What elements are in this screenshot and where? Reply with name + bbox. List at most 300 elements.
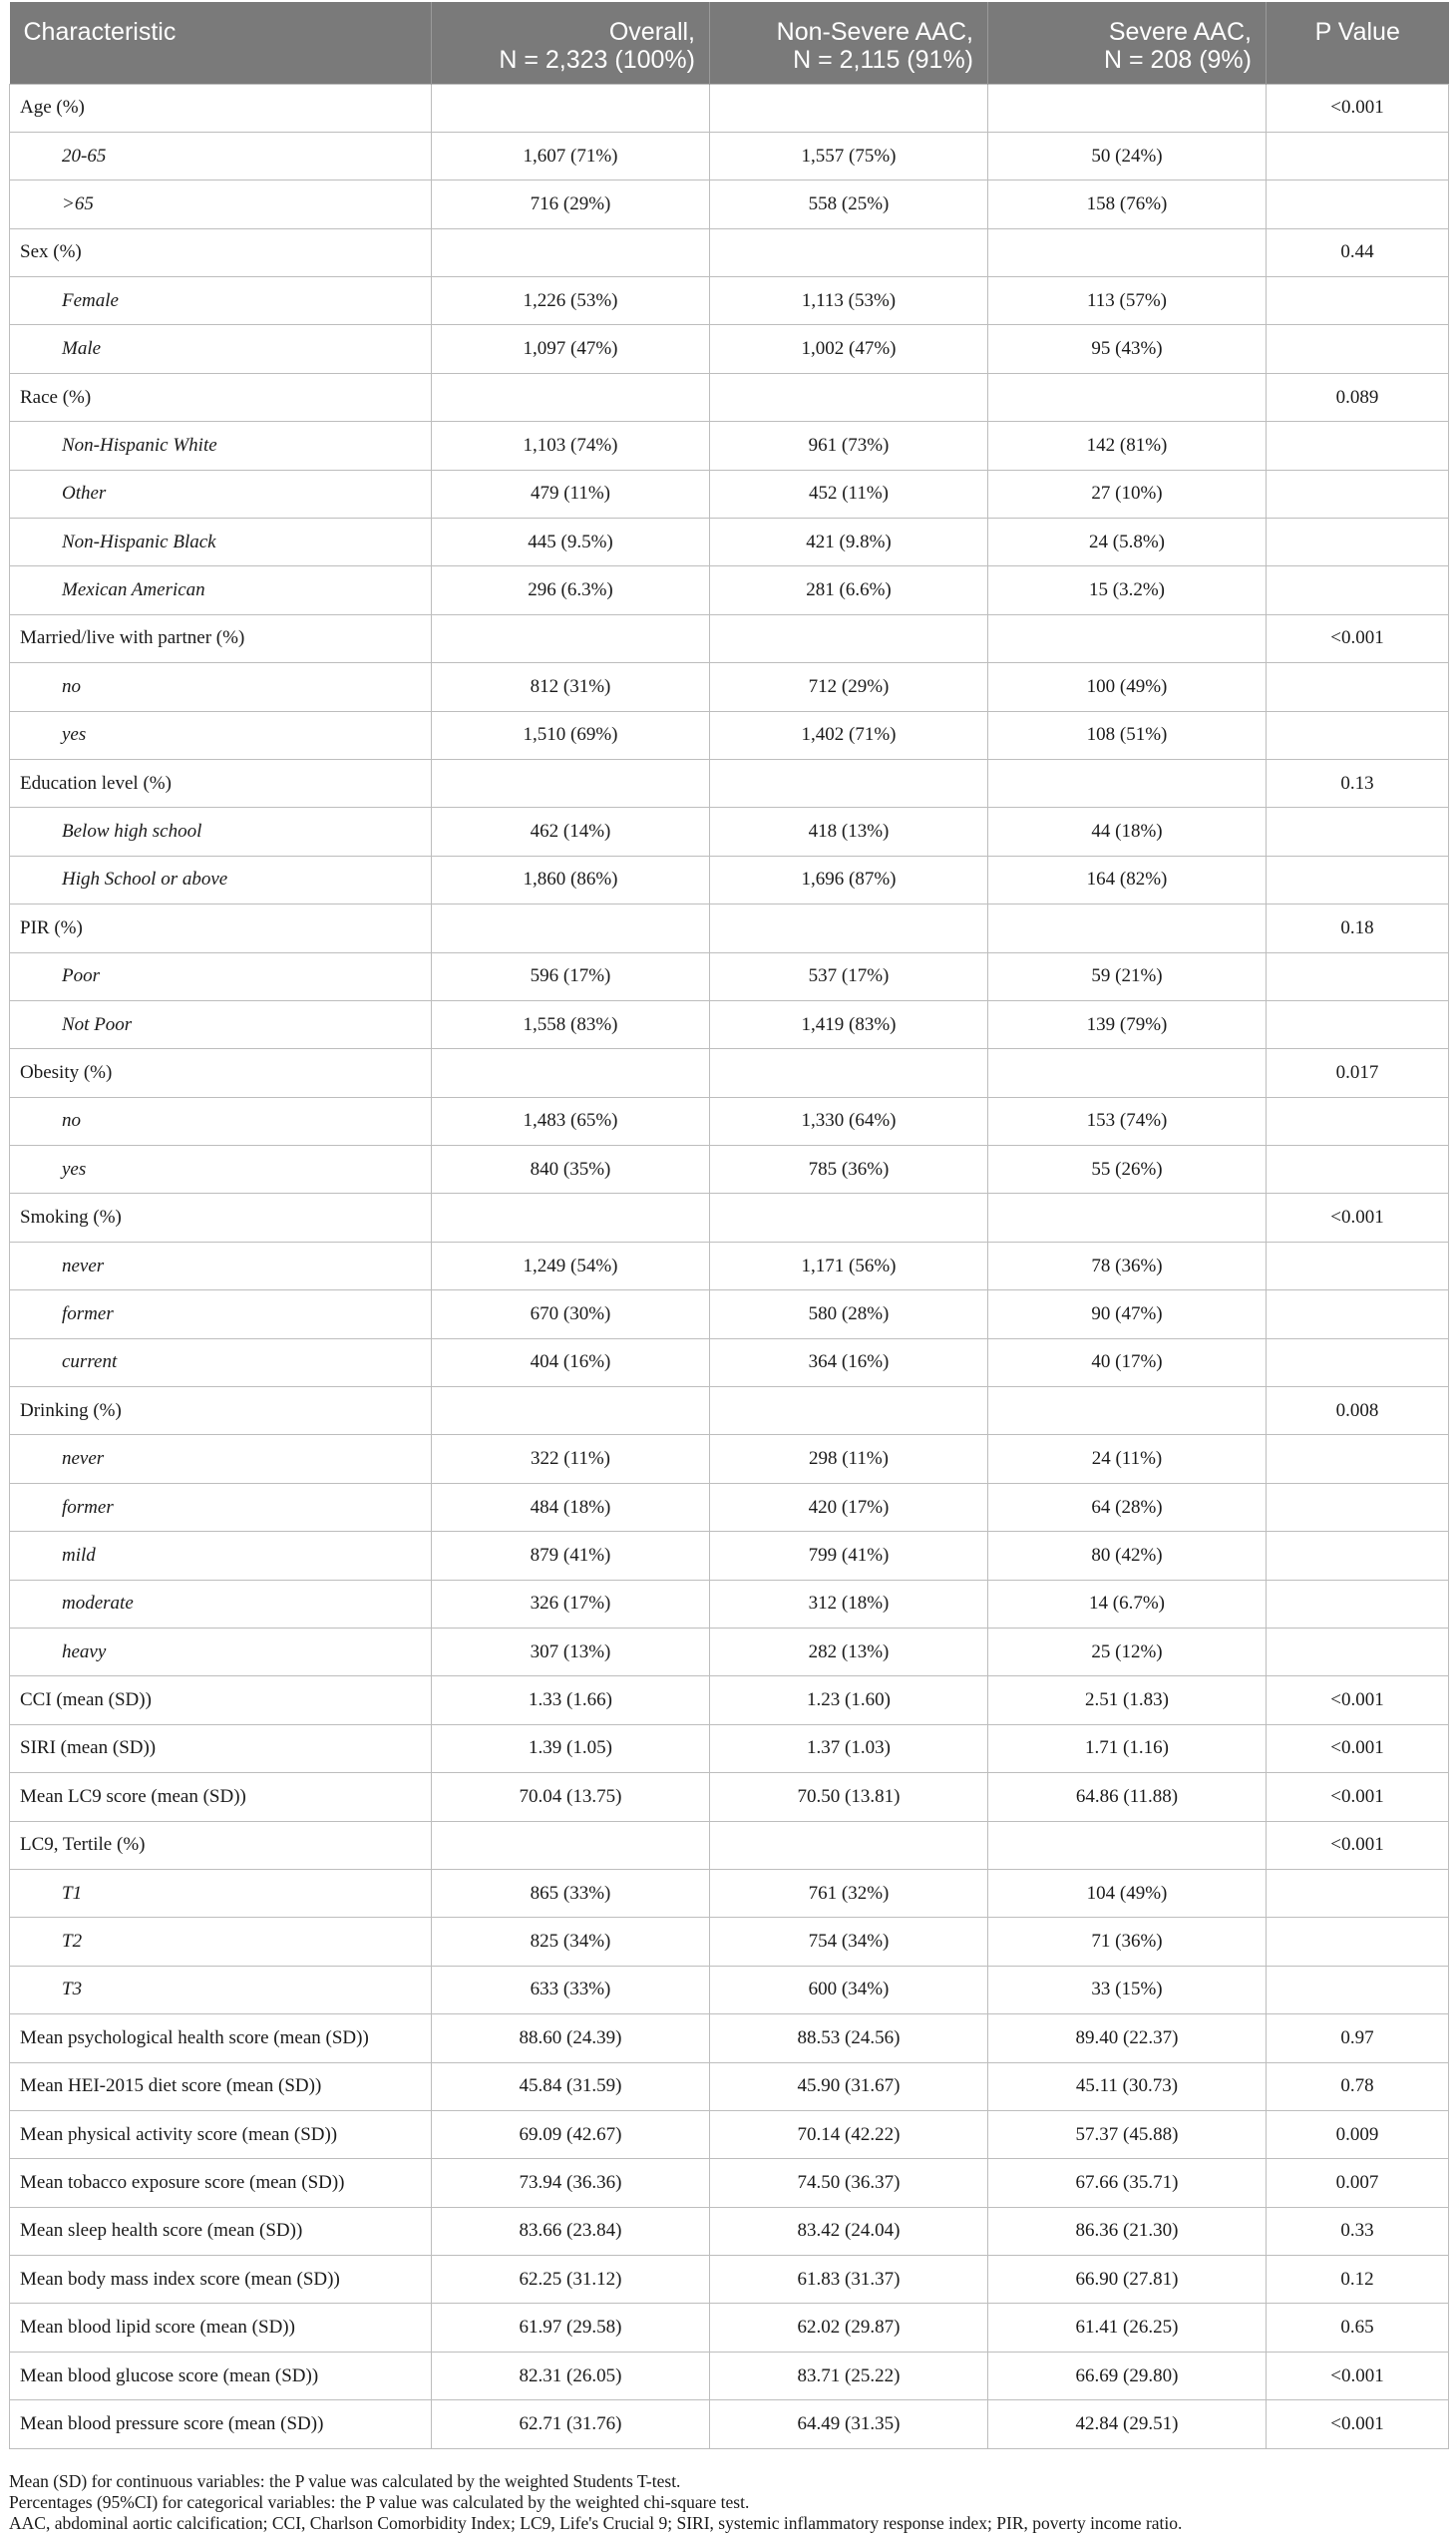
cell-overall xyxy=(432,759,710,807)
table-row xyxy=(10,711,1449,759)
cell-pvalue xyxy=(1267,422,1449,470)
cell-pvalue: 0.65 xyxy=(1267,2304,1449,2352)
row-label: Below high school xyxy=(10,808,432,856)
cell-nonsevere: 83.42 (24.04) xyxy=(710,2207,988,2255)
table-row xyxy=(10,2159,1449,2207)
cell-overall: 1,860 (86%) xyxy=(432,856,710,904)
table-row xyxy=(10,952,1449,1000)
cell-severe xyxy=(988,1049,1267,1097)
cell-severe: 64.86 (11.88) xyxy=(988,1773,1267,1821)
cell-severe: 61.41 (26.25) xyxy=(988,2304,1267,2352)
cell-nonsevere: 1,419 (83%) xyxy=(710,1000,988,1048)
header-overall-line1: Overall, xyxy=(608,18,695,46)
row-label: Mean psychological health score (mean (SD)) xyxy=(10,2014,432,2062)
header-characteristic-text: Characteristic xyxy=(23,18,177,46)
table-row xyxy=(10,1097,1449,1145)
cell-severe: 90 (47%) xyxy=(988,1290,1267,1338)
cell-nonsevere: 62.02 (29.87) xyxy=(710,2304,988,2352)
cell-pvalue: 0.089 xyxy=(1267,373,1449,421)
cell-nonsevere xyxy=(710,1194,988,1242)
table-row xyxy=(10,1338,1449,1386)
cell-severe: 64 (28%) xyxy=(988,1483,1267,1531)
cell-overall: 296 (6.3%) xyxy=(432,566,710,614)
cell-overall: 69.09 (42.67) xyxy=(432,2110,710,2158)
cell-nonsevere: 364 (16%) xyxy=(710,1338,988,1386)
cell-nonsevere: 1,696 (87%) xyxy=(710,856,988,904)
cell-overall: 825 (34%) xyxy=(432,1918,710,1966)
cell-pvalue: 0.44 xyxy=(1267,228,1449,276)
cell-severe: 104 (49%) xyxy=(988,1869,1267,1917)
cell-overall: 445 (9.5%) xyxy=(432,519,710,566)
row-label: Mexican American xyxy=(10,566,432,614)
cell-nonsevere xyxy=(710,228,988,276)
table-row xyxy=(10,1483,1449,1531)
cell-pvalue xyxy=(1267,566,1449,614)
cell-overall: 45.84 (31.59) xyxy=(432,2062,710,2110)
cell-severe: 95 (43%) xyxy=(988,325,1267,373)
table-row xyxy=(10,566,1449,614)
cell-pvalue xyxy=(1267,277,1449,325)
table-row xyxy=(10,470,1449,518)
cell-pvalue xyxy=(1267,1483,1449,1531)
cell-nonsevere xyxy=(710,1821,988,1869)
row-label: CCI (mean (SD)) xyxy=(10,1676,432,1724)
row-label: mild xyxy=(10,1532,432,1580)
cell-nonsevere: 761 (32%) xyxy=(710,1869,988,1917)
table-row xyxy=(10,2062,1449,2110)
row-label: Race (%) xyxy=(10,373,432,421)
cell-nonsevere xyxy=(710,1387,988,1435)
cell-severe xyxy=(988,1821,1267,1869)
table-row xyxy=(10,2014,1449,2062)
cell-overall: 716 (29%) xyxy=(432,181,710,228)
row-label: never xyxy=(10,1242,432,1289)
row-label: no xyxy=(10,1097,432,1145)
row-label: Other xyxy=(10,470,432,518)
table-row xyxy=(10,614,1449,662)
header-overall-line2: N = 2,323 (100%) xyxy=(499,46,695,74)
table-row xyxy=(10,1290,1449,1338)
row-label: Obesity (%) xyxy=(10,1049,432,1097)
cell-pvalue: <0.001 xyxy=(1267,2352,1449,2399)
cell-severe: 15 (3.2%) xyxy=(988,566,1267,614)
footnote-continuous: Mean (SD) for continuous variables: the P value was calculated by the weighted Students T-test. xyxy=(9,2471,681,2491)
cell-severe: 71 (36%) xyxy=(988,1918,1267,1966)
cell-pvalue: <0.001 xyxy=(1267,1194,1449,1242)
table-row xyxy=(10,856,1449,904)
table-row xyxy=(10,759,1449,807)
cell-severe: 142 (81%) xyxy=(988,422,1267,470)
cell-nonsevere: 418 (13%) xyxy=(710,808,988,856)
cell-overall: 1,097 (47%) xyxy=(432,325,710,373)
cell-overall: 61.97 (29.58) xyxy=(432,2304,710,2352)
row-label: Non-Hispanic Black xyxy=(10,519,432,566)
cell-nonsevere: 537 (17%) xyxy=(710,952,988,1000)
cell-severe: 80 (42%) xyxy=(988,1532,1267,1580)
cell-severe: 57.37 (45.88) xyxy=(988,2110,1267,2158)
row-label: Mean blood pressure score (mean (SD)) xyxy=(10,2400,432,2448)
table-row xyxy=(10,373,1449,421)
cell-nonsevere: 1,402 (71%) xyxy=(710,711,988,759)
row-label: LC9, Tertile (%) xyxy=(10,1821,432,1869)
cell-nonsevere: 70.50 (13.81) xyxy=(710,1773,988,1821)
cell-overall: 307 (13%) xyxy=(432,1629,710,1676)
row-label: T2 xyxy=(10,1918,432,1966)
row-label: former xyxy=(10,1483,432,1531)
table-row xyxy=(10,422,1449,470)
cell-pvalue: <0.001 xyxy=(1267,1821,1449,1869)
cell-pvalue xyxy=(1267,132,1449,180)
cell-pvalue: <0.001 xyxy=(1267,1724,1449,1772)
table-row xyxy=(10,1580,1449,1628)
row-label: Mean sleep health score (mean (SD)) xyxy=(10,2207,432,2255)
cell-severe xyxy=(988,84,1267,132)
table-row xyxy=(10,2304,1449,2352)
cell-pvalue xyxy=(1267,808,1449,856)
cell-pvalue xyxy=(1267,1000,1449,1048)
cell-nonsevere: 452 (11%) xyxy=(710,470,988,518)
cell-overall xyxy=(432,228,710,276)
cell-nonsevere: 45.90 (31.67) xyxy=(710,2062,988,2110)
row-label: >65 xyxy=(10,181,432,228)
cell-nonsevere xyxy=(710,1049,988,1097)
cell-pvalue xyxy=(1267,1435,1449,1483)
table-row xyxy=(10,519,1449,566)
table-row xyxy=(10,1387,1449,1435)
cell-overall: 1,558 (83%) xyxy=(432,1000,710,1048)
row-label: yes xyxy=(10,711,432,759)
table-row xyxy=(10,2256,1449,2304)
row-label: Mean blood glucose score (mean (SD)) xyxy=(10,2352,432,2399)
table-row xyxy=(10,1629,1449,1676)
cell-nonsevere: 1.37 (1.03) xyxy=(710,1724,988,1772)
cell-severe: 59 (21%) xyxy=(988,952,1267,1000)
cell-nonsevere: 421 (9.8%) xyxy=(710,519,988,566)
table-row xyxy=(10,181,1449,228)
table-row xyxy=(10,1532,1449,1580)
cell-overall: 1,249 (54%) xyxy=(432,1242,710,1289)
table-row xyxy=(10,132,1449,180)
cell-severe: 86.36 (21.30) xyxy=(988,2207,1267,2255)
row-label: Sex (%) xyxy=(10,228,432,276)
cell-pvalue xyxy=(1267,1580,1449,1628)
cell-nonsevere: 312 (18%) xyxy=(710,1580,988,1628)
cell-pvalue xyxy=(1267,325,1449,373)
row-label: moderate xyxy=(10,1580,432,1628)
row-label: yes xyxy=(10,1146,432,1194)
cell-pvalue: 0.12 xyxy=(1267,2256,1449,2304)
header-pvalue xyxy=(1267,2,1449,84)
cell-pvalue: 0.33 xyxy=(1267,2207,1449,2255)
cell-nonsevere: 1,113 (53%) xyxy=(710,277,988,325)
cell-severe: 2.51 (1.83) xyxy=(988,1676,1267,1724)
cell-overall: 326 (17%) xyxy=(432,1580,710,1628)
row-label: current xyxy=(10,1338,432,1386)
cell-nonsevere: 1,557 (75%) xyxy=(710,132,988,180)
cell-pvalue xyxy=(1267,663,1449,711)
cell-nonsevere: 580 (28%) xyxy=(710,1290,988,1338)
cell-pvalue xyxy=(1267,181,1449,228)
cell-overall: 670 (30%) xyxy=(432,1290,710,1338)
cell-severe xyxy=(988,759,1267,807)
row-label: Mean blood lipid score (mean (SD)) xyxy=(10,2304,432,2352)
cell-overall: 865 (33%) xyxy=(432,1869,710,1917)
cell-pvalue xyxy=(1267,1097,1449,1145)
cell-pvalue xyxy=(1267,952,1449,1000)
cell-pvalue xyxy=(1267,519,1449,566)
cell-overall xyxy=(432,614,710,662)
cell-overall: 70.04 (13.75) xyxy=(432,1773,710,1821)
cell-nonsevere: 298 (11%) xyxy=(710,1435,988,1483)
cell-pvalue: <0.001 xyxy=(1267,2400,1449,2448)
cell-nonsevere: 712 (29%) xyxy=(710,663,988,711)
cell-severe xyxy=(988,1387,1267,1435)
table-row xyxy=(10,84,1449,132)
cell-severe: 24 (11%) xyxy=(988,1435,1267,1483)
cell-overall: 1,483 (65%) xyxy=(432,1097,710,1145)
row-label: T1 xyxy=(10,1869,432,1917)
cell-overall: 1,103 (74%) xyxy=(432,422,710,470)
cell-pvalue xyxy=(1267,1869,1449,1917)
cell-severe: 139 (79%) xyxy=(988,1000,1267,1048)
cell-nonsevere: 61.83 (31.37) xyxy=(710,2256,988,2304)
cell-overall: 879 (41%) xyxy=(432,1532,710,1580)
cell-overall: 596 (17%) xyxy=(432,952,710,1000)
cell-severe: 158 (76%) xyxy=(988,181,1267,228)
cell-overall xyxy=(432,373,710,421)
cell-nonsevere: 1,171 (56%) xyxy=(710,1242,988,1289)
cell-overall: 62.25 (31.12) xyxy=(432,2256,710,2304)
row-label: Mean HEI-2015 diet score (mean (SD)) xyxy=(10,2062,432,2110)
table-row xyxy=(10,2352,1449,2399)
cell-nonsevere: 64.49 (31.35) xyxy=(710,2400,988,2448)
cell-nonsevere: 281 (6.6%) xyxy=(710,566,988,614)
row-label: Smoking (%) xyxy=(10,1194,432,1242)
header-characteristic xyxy=(10,2,432,84)
cell-overall xyxy=(432,84,710,132)
table-row xyxy=(10,228,1449,276)
table-row xyxy=(10,1821,1449,1869)
table-row xyxy=(10,808,1449,856)
cell-severe: 27 (10%) xyxy=(988,470,1267,518)
characteristics-table xyxy=(9,2,1449,2449)
cell-nonsevere: 754 (34%) xyxy=(710,1918,988,1966)
cell-overall: 88.60 (24.39) xyxy=(432,2014,710,2062)
cell-overall: 82.31 (26.05) xyxy=(432,2352,710,2399)
cell-nonsevere: 785 (36%) xyxy=(710,1146,988,1194)
table-body xyxy=(10,84,1449,2448)
cell-pvalue xyxy=(1267,711,1449,759)
cell-severe xyxy=(988,905,1267,952)
table-row xyxy=(10,905,1449,952)
cell-severe: 67.66 (35.71) xyxy=(988,2159,1267,2207)
cell-pvalue xyxy=(1267,1532,1449,1580)
cell-severe: 55 (26%) xyxy=(988,1146,1267,1194)
cell-severe: 89.40 (22.37) xyxy=(988,2014,1267,2062)
cell-severe: 14 (6.7%) xyxy=(988,1580,1267,1628)
row-label: Poor xyxy=(10,952,432,1000)
row-label: High School or above xyxy=(10,856,432,904)
row-label: Female xyxy=(10,277,432,325)
header-severe-line2: N = 208 (9%) xyxy=(1104,46,1252,74)
cell-severe xyxy=(988,1194,1267,1242)
cell-nonsevere: 88.53 (24.56) xyxy=(710,2014,988,2062)
table-row xyxy=(10,277,1449,325)
table-row xyxy=(10,1966,1449,2013)
cell-nonsevere: 799 (41%) xyxy=(710,1532,988,1580)
cell-pvalue: <0.001 xyxy=(1267,84,1449,132)
row-label: Mean LC9 score (mean (SD)) xyxy=(10,1773,432,1821)
cell-overall: 633 (33%) xyxy=(432,1966,710,2013)
cell-pvalue: 0.009 xyxy=(1267,2110,1449,2158)
cell-nonsevere: 1.23 (1.60) xyxy=(710,1676,988,1724)
cell-severe: 50 (24%) xyxy=(988,132,1267,180)
header-severe-line1: Severe AAC, xyxy=(1108,18,1252,46)
cell-nonsevere xyxy=(710,373,988,421)
cell-severe xyxy=(988,614,1267,662)
cell-pvalue xyxy=(1267,856,1449,904)
header-nonsevere-line1: Non-Severe AAC, xyxy=(776,18,973,46)
row-label: Education level (%) xyxy=(10,759,432,807)
cell-overall: 462 (14%) xyxy=(432,808,710,856)
cell-overall: 1,607 (71%) xyxy=(432,132,710,180)
cell-pvalue: 0.13 xyxy=(1267,759,1449,807)
table-row xyxy=(10,1676,1449,1724)
cell-overall: 322 (11%) xyxy=(432,1435,710,1483)
cell-pvalue: <0.001 xyxy=(1267,1773,1449,1821)
table-footnotes xyxy=(9,2471,1448,2534)
cell-pvalue: 0.008 xyxy=(1267,1387,1449,1435)
footnote-abbreviations: AAC, abdominal aortic calcification; CCI, Charlson Comorbidity Index; LC9, Life's Crucial 9; SIRI, systemic inflammatory response index; PIR, poverty income ratio. xyxy=(9,2513,1183,2533)
cell-pvalue: 0.78 xyxy=(1267,2062,1449,2110)
cell-nonsevere: 74.50 (36.37) xyxy=(710,2159,988,2207)
table-row xyxy=(10,2207,1449,2255)
cell-severe: 108 (51%) xyxy=(988,711,1267,759)
cell-overall xyxy=(432,1049,710,1097)
row-label: no xyxy=(10,663,432,711)
cell-overall: 62.71 (31.76) xyxy=(432,2400,710,2448)
row-label: Drinking (%) xyxy=(10,1387,432,1435)
cell-nonsevere: 1,002 (47%) xyxy=(710,325,988,373)
cell-overall: 404 (16%) xyxy=(432,1338,710,1386)
cell-nonsevere xyxy=(710,905,988,952)
cell-nonsevere: 70.14 (42.22) xyxy=(710,2110,988,2158)
header-pvalue-text: P Value xyxy=(1314,18,1400,46)
table-row xyxy=(10,325,1449,373)
table-row xyxy=(10,1869,1449,1917)
cell-severe: 44 (18%) xyxy=(988,808,1267,856)
cell-nonsevere: 282 (13%) xyxy=(710,1629,988,1676)
cell-overall: 1,510 (69%) xyxy=(432,711,710,759)
cell-severe: 40 (17%) xyxy=(988,1338,1267,1386)
cell-severe: 1.71 (1.16) xyxy=(988,1724,1267,1772)
table-row xyxy=(10,1146,1449,1194)
cell-overall: 1.33 (1.66) xyxy=(432,1676,710,1724)
row-label: 20-65 xyxy=(10,132,432,180)
cell-overall: 1,226 (53%) xyxy=(432,277,710,325)
table-row xyxy=(10,663,1449,711)
row-label: never xyxy=(10,1435,432,1483)
cell-overall: 812 (31%) xyxy=(432,663,710,711)
cell-nonsevere: 961 (73%) xyxy=(710,422,988,470)
cell-severe: 66.69 (29.80) xyxy=(988,2352,1267,2399)
cell-overall: 83.66 (23.84) xyxy=(432,2207,710,2255)
row-label: Non-Hispanic White xyxy=(10,422,432,470)
cell-pvalue xyxy=(1267,1242,1449,1289)
row-label: PIR (%) xyxy=(10,905,432,952)
cell-severe: 78 (36%) xyxy=(988,1242,1267,1289)
cell-pvalue: <0.001 xyxy=(1267,1676,1449,1724)
cell-pvalue: 0.97 xyxy=(1267,2014,1449,2062)
cell-severe: 164 (82%) xyxy=(988,856,1267,904)
header-row xyxy=(10,2,1449,84)
cell-nonsevere xyxy=(710,84,988,132)
cell-pvalue xyxy=(1267,1338,1449,1386)
row-label: Male xyxy=(10,325,432,373)
cell-severe: 25 (12%) xyxy=(988,1629,1267,1676)
cell-pvalue xyxy=(1267,470,1449,518)
cell-severe: 24 (5.8%) xyxy=(988,519,1267,566)
table-row xyxy=(10,1773,1449,1821)
cell-pvalue xyxy=(1267,1966,1449,2013)
table-row xyxy=(10,1918,1449,1966)
header-nonsevere-line2: N = 2,115 (91%) xyxy=(793,46,973,74)
cell-nonsevere xyxy=(710,614,988,662)
cell-overall: 484 (18%) xyxy=(432,1483,710,1531)
row-label: Married/live with partner (%) xyxy=(10,614,432,662)
cell-severe: 66.90 (27.81) xyxy=(988,2256,1267,2304)
cell-pvalue xyxy=(1267,1146,1449,1194)
cell-overall: 479 (11%) xyxy=(432,470,710,518)
table-row xyxy=(10,1242,1449,1289)
cell-severe: 33 (15%) xyxy=(988,1966,1267,2013)
cell-nonsevere xyxy=(710,759,988,807)
cell-severe: 42.84 (29.51) xyxy=(988,2400,1267,2448)
cell-pvalue: 0.017 xyxy=(1267,1049,1449,1097)
footnote-categorical: Percentages (95%CI) for categorical variables: the P value was calculated by the weighted chi-square test. xyxy=(9,2492,750,2512)
cell-severe: 113 (57%) xyxy=(988,277,1267,325)
cell-overall xyxy=(432,1821,710,1869)
row-label: Mean tobacco exposure score (mean (SD)) xyxy=(10,2159,432,2207)
cell-severe: 45.11 (30.73) xyxy=(988,2062,1267,2110)
cell-nonsevere: 1,330 (64%) xyxy=(710,1097,988,1145)
row-label: heavy xyxy=(10,1629,432,1676)
cell-overall xyxy=(432,905,710,952)
cell-nonsevere: 600 (34%) xyxy=(710,1966,988,2013)
cell-overall: 1.39 (1.05) xyxy=(432,1724,710,1772)
cell-pvalue xyxy=(1267,1629,1449,1676)
row-label: Age (%) xyxy=(10,84,432,132)
table-row xyxy=(10,1435,1449,1483)
cell-nonsevere: 83.71 (25.22) xyxy=(710,2352,988,2399)
table-row xyxy=(10,2110,1449,2158)
table-row xyxy=(10,1049,1449,1097)
cell-pvalue: <0.001 xyxy=(1267,614,1449,662)
row-label: SIRI (mean (SD)) xyxy=(10,1724,432,1772)
cell-nonsevere: 420 (17%) xyxy=(710,1483,988,1531)
table-row xyxy=(10,1194,1449,1242)
cell-severe: 100 (49%) xyxy=(988,663,1267,711)
table-row xyxy=(10,1000,1449,1048)
cell-overall: 840 (35%) xyxy=(432,1146,710,1194)
header-overall xyxy=(432,2,710,84)
cell-severe: 153 (74%) xyxy=(988,1097,1267,1145)
row-label: T3 xyxy=(10,1966,432,2013)
header-nonsevere xyxy=(710,2,988,84)
cell-pvalue: 0.18 xyxy=(1267,905,1449,952)
row-label: Not Poor xyxy=(10,1000,432,1048)
row-label: former xyxy=(10,1290,432,1338)
